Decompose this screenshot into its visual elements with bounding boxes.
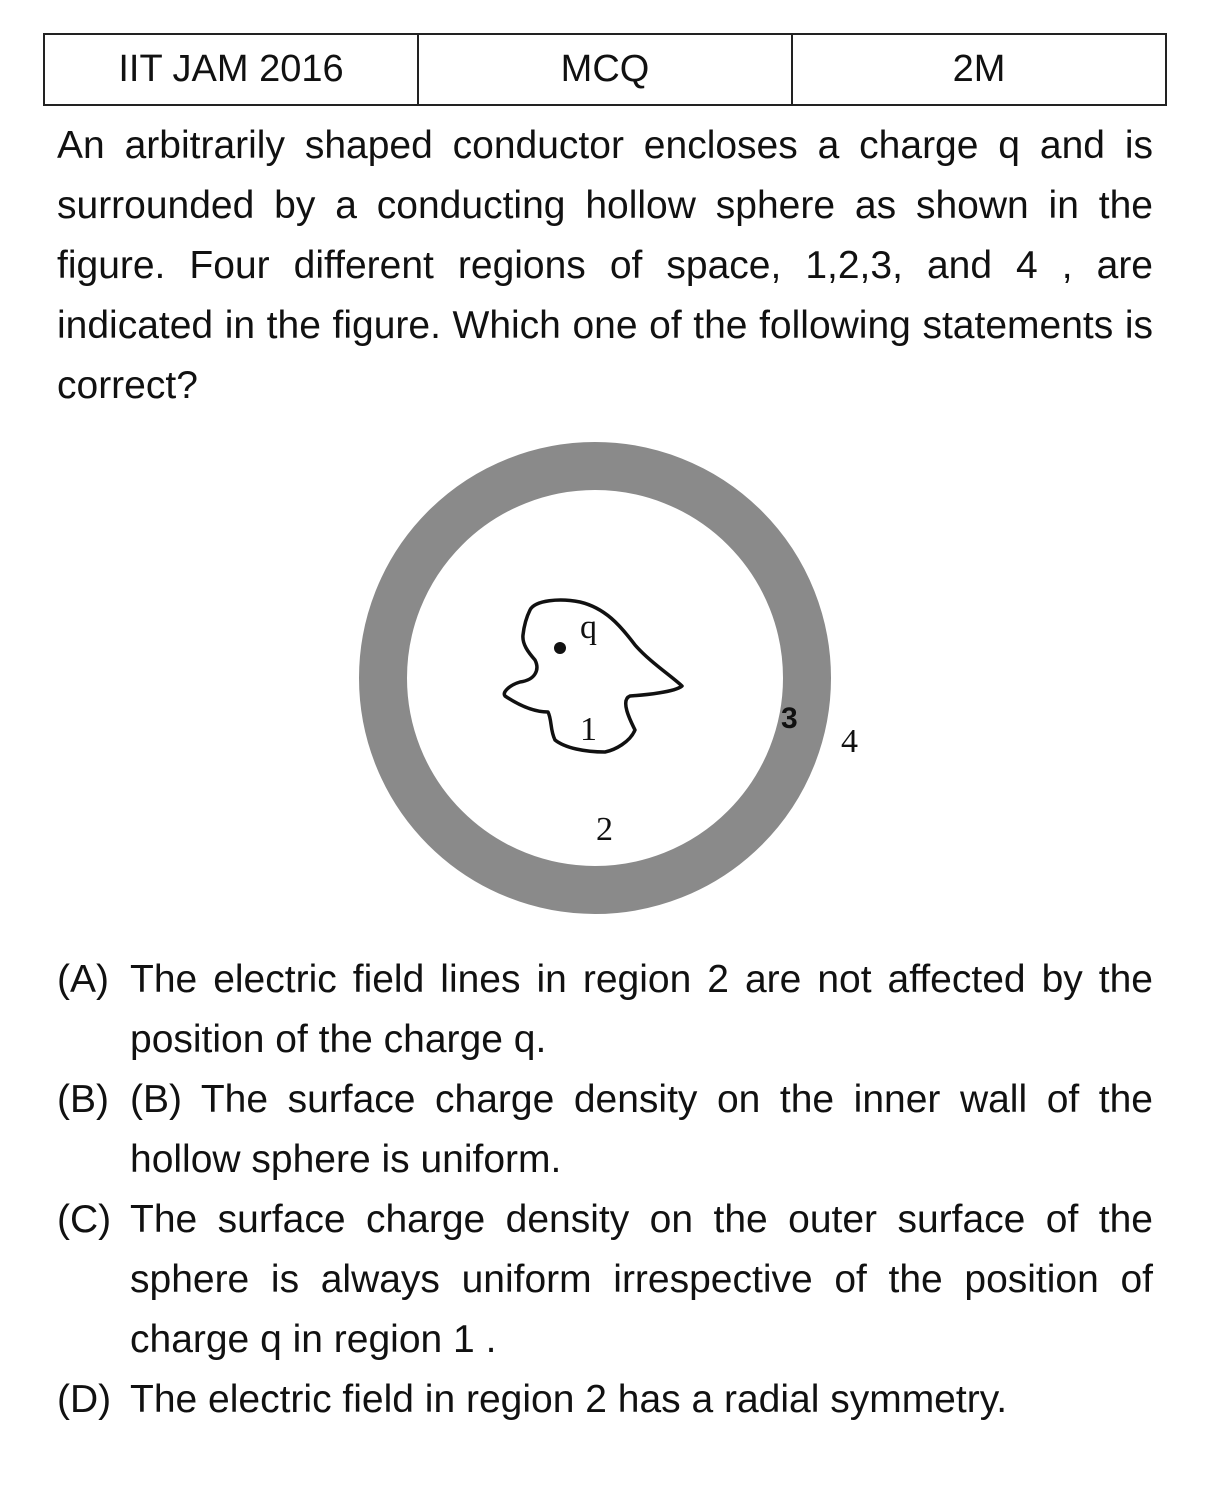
option-text: The electric field lines in region 2 are not affected by the position of the charge q.	[130, 958, 1153, 1061]
figure-svg	[330, 430, 860, 926]
question-type-cell: MCQ	[418, 34, 792, 105]
question-text: An arbitrarily shaped conductor encloses a charge q and is surrounded by a conducting hollow sphere as shown in the figure. Four different regions of space, 1,2,3, and 4 , are indicated in the figure. Which one of the following statements is correct?	[57, 124, 1153, 407]
option-d[interactable]	[57, 1370, 1153, 1430]
hollow-sphere-shell	[383, 466, 807, 890]
charge-label: q	[580, 609, 597, 646]
exam-cell: IIT JAM 2016	[44, 34, 418, 105]
region-4-label: 4	[841, 723, 858, 760]
option-letter: (B)	[57, 1078, 109, 1121]
conductor-figure	[330, 430, 860, 926]
option-c[interactable]	[57, 1190, 1153, 1370]
marks-cell: 2M	[792, 34, 1166, 105]
option-b[interactable]	[57, 1070, 1153, 1190]
header-row	[44, 34, 1166, 105]
header-table	[43, 33, 1167, 106]
region-3-label: 3	[781, 702, 798, 735]
option-text: The surface charge density on the outer surface of the sphere is always uniform irrespective of the position of charge q in region 1 .	[130, 1198, 1153, 1361]
charge-dot	[554, 642, 566, 654]
option-text: The electric field in region 2 has a radial symmetry.	[130, 1378, 1008, 1421]
option-letter: (C)	[57, 1198, 112, 1241]
option-text: (B) The surface charge density on the inner wall of the hollow sphere is uniform.	[130, 1078, 1153, 1181]
option-letter: (D)	[57, 1378, 112, 1421]
option-letter: (A)	[57, 958, 109, 1001]
region-1-label: 1	[580, 711, 597, 748]
region-2-label: 2	[596, 811, 613, 848]
options-list	[57, 950, 1153, 1430]
option-a[interactable]	[57, 950, 1153, 1070]
